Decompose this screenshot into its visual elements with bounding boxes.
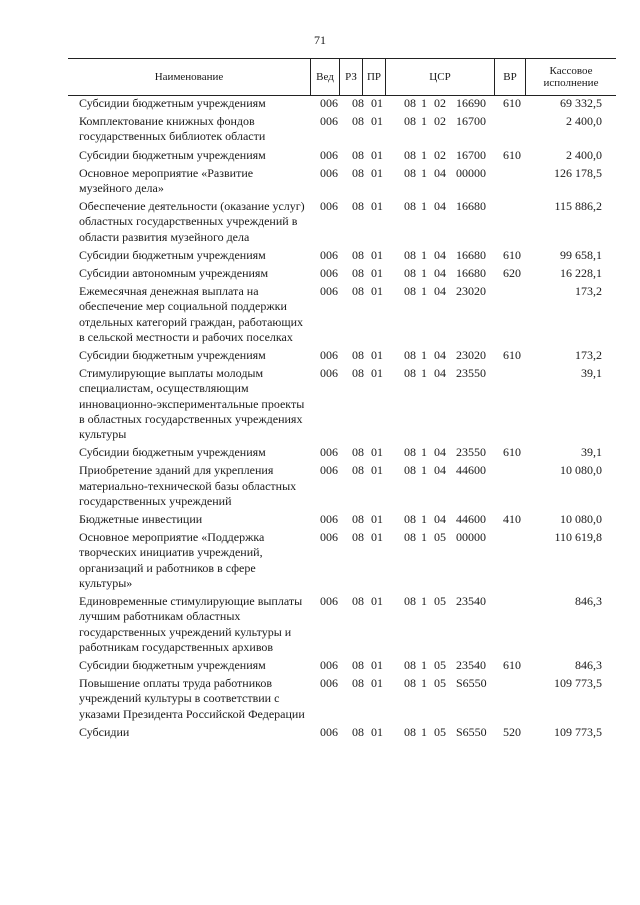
pr-cell: 01 [371,512,383,527]
csr-direction-cell: S6550 [456,724,487,739]
csr-direction-cell: 16700 [456,114,486,129]
rz-cell: 08 [352,724,364,739]
header-sum: Кассовое исполнение [543,65,599,89]
rz-cell: 08 [352,676,364,691]
rz-cell: 08 [352,530,364,545]
pr-cell: 01 [371,594,383,609]
table-row [0,594,640,655]
csr-program-cell: 08 [404,284,416,299]
csr-subprogram-cell: 1 [421,266,427,281]
rz-cell: 08 [352,266,364,281]
header-vr: ВР [503,71,517,83]
ved-cell: 006 [320,147,338,162]
csr-direction-cell: 00000 [456,530,486,545]
csr-program-cell: 08 [404,266,416,281]
ved-cell: 006 [320,657,338,672]
ved-cell: 006 [320,366,338,381]
sum-cell: 10 080,0 [560,463,602,478]
sum-cell: 16 228,1 [560,266,602,281]
table-header [68,58,616,96]
pr-cell: 01 [371,676,383,691]
pr-cell: 01 [371,266,383,281]
csr-event-cell: 05 [434,530,446,545]
table-row [0,248,640,263]
pr-cell: 01 [371,147,383,162]
sum-cell: 109 773,5 [554,676,602,691]
table-row [0,114,640,144]
vr-cell: 610 [503,348,521,363]
sum-cell: 846,3 [575,657,602,672]
csr-event-cell: 04 [434,463,446,478]
rz-cell: 08 [352,247,364,262]
row-name: Субсидии бюджетным учреждениям [79,96,266,110]
csr-subprogram-cell: 1 [421,348,427,363]
ved-cell: 006 [320,594,338,609]
row-name: Приобретение зданий для укрепления материально-технической базы областных государственных учреждений [79,463,297,508]
sum-cell: 173,2 [575,348,602,363]
row-name: Бюджетные инвестиции [79,512,203,527]
csr-program-cell: 08 [404,348,416,363]
csr-program-cell: 08 [404,530,416,545]
rz-cell: 08 [352,348,364,363]
csr-event-cell: 05 [434,594,446,609]
sum-cell: 115 886,2 [554,199,602,214]
csr-direction-cell: 00000 [456,165,486,180]
row-name: Основное мероприятие «Развитие музейного дела» [79,165,254,196]
csr-event-cell: 02 [434,114,446,129]
rz-cell: 08 [352,114,364,129]
table-row [0,96,640,111]
sum-cell: 2 400,0 [566,114,602,129]
csr-event-cell: 04 [434,348,446,363]
ved-cell: 006 [320,114,338,129]
pr-cell: 01 [371,284,383,299]
row-name: Субсидии бюджетным учреждениям [79,348,266,363]
csr-subprogram-cell: 1 [421,657,427,672]
csr-subprogram-cell: 1 [421,676,427,691]
pr-cell: 01 [371,96,383,110]
pr-cell: 01 [371,463,383,478]
csr-program-cell: 08 [404,512,416,527]
pr-cell: 01 [371,530,383,545]
csr-event-cell: 05 [434,724,446,739]
csr-program-cell: 08 [404,463,416,478]
header-pr: ПР [366,71,382,83]
sum-cell: 2 400,0 [566,147,602,162]
csr-program-cell: 08 [404,724,416,739]
table-row [0,725,640,740]
ved-cell: 006 [320,512,338,527]
table-row [0,530,640,591]
header-ved: Вед [316,71,334,83]
csr-program-cell: 08 [404,199,416,214]
ved-cell: 006 [320,284,338,299]
csr-direction-cell: 23020 [456,284,486,299]
csr-subprogram-cell: 1 [421,284,427,299]
rz-cell: 08 [352,96,364,110]
vr-cell: 610 [503,96,521,110]
ved-cell: 006 [320,348,338,363]
ved-cell: 006 [320,445,338,460]
header-name: Наименование [154,71,224,83]
vr-cell: 620 [503,266,521,281]
pr-cell: 01 [371,247,383,262]
pr-cell: 01 [371,348,383,363]
csr-subprogram-cell: 1 [421,96,427,110]
csr-event-cell: 04 [434,366,446,381]
csr-event-cell: 04 [434,247,446,262]
csr-subprogram-cell: 1 [421,445,427,460]
ved-cell: 006 [320,530,338,545]
csr-program-cell: 08 [404,96,416,110]
row-name: Единовременные стимулирующие выплаты лучшим работникам областных государственных учреждений культуры и работникам государственных архивов [79,594,303,654]
pr-cell: 01 [371,165,383,180]
csr-program-cell: 08 [404,676,416,691]
row-name: Субсидии бюджетным учреждениям [79,445,266,460]
csr-subprogram-cell: 1 [421,724,427,739]
table-row [0,445,640,460]
sum-cell: 109 773,5 [554,724,602,739]
vr-cell: 410 [503,512,521,527]
row-name: Основное мероприятие «Поддержка творческих инициатив учреждений, организаций и работников в сфере культуры» [79,530,265,590]
sum-cell: 126 178,5 [554,165,602,180]
csr-direction-cell: 23020 [456,348,486,363]
table-row [0,166,640,196]
vr-cell: 610 [503,657,521,672]
csr-event-cell: 04 [434,165,446,180]
csr-direction-cell: 23540 [456,594,486,609]
table-row [0,366,640,442]
csr-subprogram-cell: 1 [421,463,427,478]
csr-subprogram-cell: 1 [421,114,427,129]
csr-subprogram-cell: 1 [421,147,427,162]
csr-direction-cell: 44600 [456,512,486,527]
ved-cell: 006 [320,165,338,180]
rz-cell: 08 [352,463,364,478]
rz-cell: 08 [352,512,364,527]
sum-cell: 69 332,5 [560,96,602,110]
table-row [0,348,640,363]
table-row [0,266,640,281]
table-row [0,148,640,163]
csr-event-cell: 05 [434,657,446,672]
csr-direction-cell: 16700 [456,147,486,162]
csr-event-cell: 02 [434,96,446,110]
sum-cell: 99 658,1 [560,247,602,262]
csr-program-cell: 08 [404,594,416,609]
csr-subprogram-cell: 1 [421,247,427,262]
row-name: Субсидии автономным учреждениям [79,266,269,281]
csr-subprogram-cell: 1 [421,594,427,609]
sum-cell: 39,1 [581,366,602,381]
table-body [0,96,640,743]
csr-event-cell: 04 [434,512,446,527]
ved-cell: 006 [320,96,338,110]
csr-program-cell: 08 [404,366,416,381]
row-name: Субсидии бюджетным учреждениям [79,657,266,672]
csr-event-cell: 04 [434,445,446,460]
csr-program-cell: 08 [404,445,416,460]
csr-event-cell: 04 [434,199,446,214]
ved-cell: 006 [320,463,338,478]
table-row [0,199,640,245]
ved-cell: 006 [320,247,338,262]
vr-cell: 610 [503,445,521,460]
rz-cell: 08 [352,657,364,672]
row-name: Повышение оплаты труда работников учреждений культуры в соответствии с указами Президента Российской Федерации [79,676,305,721]
csr-subprogram-cell: 1 [421,366,427,381]
vr-cell: 610 [503,147,521,162]
table-row [0,284,640,345]
csr-program-cell: 08 [404,247,416,262]
table-row [0,463,640,509]
csr-program-cell: 08 [404,147,416,162]
sum-cell: 39,1 [581,445,602,460]
csr-direction-cell: 16680 [456,247,486,262]
csr-event-cell: 04 [434,284,446,299]
pr-cell: 01 [371,114,383,129]
csr-direction-cell: 23550 [456,445,486,460]
row-name: Обеспечение деятельности (оказание услуг) областных государственных учреждений в области развития музейного дела [79,199,305,244]
page-number: 71 [314,33,326,47]
row-name: Стимулирующие выплаты молодым специалистам, осуществляющим инновационно-экспериментальные проекты в областных государственных учреждениях культуры [79,366,305,442]
csr-event-cell: 04 [434,266,446,281]
ved-cell: 006 [320,676,338,691]
row-name: Комплектование книжных фондов государственных библиотек области [79,114,266,144]
rz-cell: 08 [352,445,364,460]
header-rz: РЗ [345,71,357,83]
row-name: Субсидии [79,724,130,739]
rz-cell: 08 [352,165,364,180]
csr-program-cell: 08 [404,657,416,672]
sum-cell: 110 619,8 [554,530,602,545]
vr-cell: 520 [503,724,521,739]
csr-event-cell: 02 [434,147,446,162]
csr-subprogram-cell: 1 [421,530,427,545]
rz-cell: 08 [352,594,364,609]
sum-cell: 846,3 [575,594,602,609]
csr-event-cell: 05 [434,676,446,691]
csr-subprogram-cell: 1 [421,199,427,214]
csr-subprogram-cell: 1 [421,165,427,180]
pr-cell: 01 [371,445,383,460]
csr-direction-cell: 16680 [456,199,486,214]
sum-cell: 10 080,0 [560,512,602,527]
pr-cell: 01 [371,366,383,381]
csr-direction-cell: 23540 [456,657,486,672]
pr-cell: 01 [371,199,383,214]
csr-direction-cell: 23550 [456,366,486,381]
table-row [0,512,640,527]
rz-cell: 08 [352,366,364,381]
ved-cell: 006 [320,199,338,214]
rz-cell: 08 [352,199,364,214]
csr-program-cell: 08 [404,165,416,180]
csr-direction-cell: 16680 [456,266,486,281]
rz-cell: 08 [352,284,364,299]
csr-subprogram-cell: 1 [421,512,427,527]
csr-direction-cell: 44600 [456,463,486,478]
pr-cell: 01 [371,657,383,672]
row-name: Субсидии бюджетным учреждениям [79,247,266,262]
vr-cell: 610 [503,247,521,262]
table-row [0,676,640,722]
rz-cell: 08 [352,147,364,162]
csr-direction-cell: 16690 [456,96,486,110]
csr-direction-cell: S6550 [456,676,487,691]
row-name: Субсидии бюджетным учреждениям [79,147,266,162]
sum-cell: 173,2 [575,284,602,299]
pr-cell: 01 [371,724,383,739]
ved-cell: 006 [320,724,338,739]
header-csr: ЦСР [429,71,451,83]
ved-cell: 006 [320,266,338,281]
table-row [0,658,640,673]
row-name: Ежемесячная денежная выплата на обеспечение мер социальной поддержки отдельных категорий граждан, работающих в сельской местности и рабочих поселках [79,284,304,344]
csr-program-cell: 08 [404,114,416,129]
